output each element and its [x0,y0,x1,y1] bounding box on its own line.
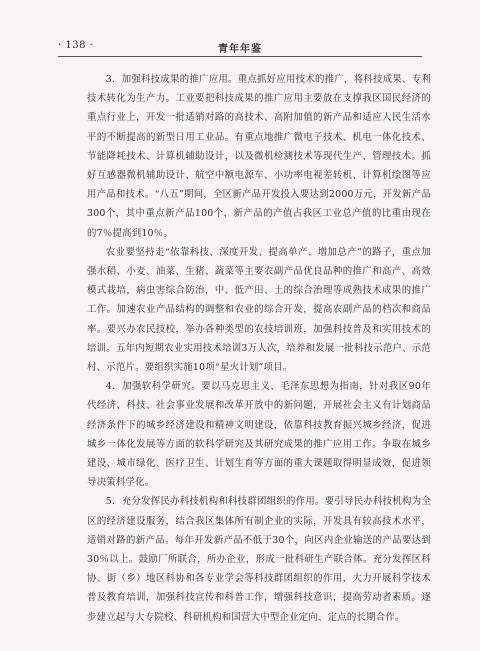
running-title: 青年年鉴 [218,44,262,55]
body-text [87,70,431,627]
paragraph-tech-promotion: 3．加强科技成果的推广应用。重点抓好应用技术的推广，将科技成果、专利技术转化为生产力。工业要把科技成果的推广应用主要放在支撑我区国民经济的重点行业上，开发一批适销对路的高技术、高附加值的新产品和适应人民生活水平的不断提高的新型日用工业品。有重点地推广微电子技术、机电一体化技术、节能降耗技术、计算机辅助设计，以及微机检测技术等现代生产、管理技术。抓好互感器微机辅助设计、航空中额电源车、小功率电视差转机、计算机绘图等应用产品和技术。“八五”期间，全区新产品开发投入要达到2000万元，开发新产品300个，其中重点新产品100个，新产品的产值占我区工业总产值的比重由现在的7％提高到10％。 [87,74,431,239]
paragraph-agriculture: 农业要坚持走“依靠科技、深度开发、提高单产、增加总产”的路子，重点加强水稻、小麦、油菜、生猪、蔬菜等主要农副产品优良品种的推广和高产、高效模式栽培，病虫害综合防治，中、低产田、土的综合治理等成熟技术成果的推广工作。加速农业产品结构的调整和农业的综合开发，提高农副产品的档次和商品率。要兴办农民技校，举办各种类型的农技培训班，加强科技普及和实用技术的培训。五年内短期农业实用技术培训3万人次，培养和发展一批科技示范户、示范村、示范片。要组织实施10项“星火计划”项目。 [87,246,431,374]
paragraph-soft-science: 4．加强软科学研究。要以马克思主义、毛泽东思想为指南，针对我区90年代经济、科技、社会事业发展和改革开放中的新问题，开展社会主义有计划商品经济条件下的城乡经济建设和精神文明建设，依靠科技教育振兴城乡经济，促进城乡一体化发展等方面的软科学研究及其研究成果的推广应用工作。争取在城乡建设、城市绿化、医疗卫生、计划生育等方面的重大课题取得明显成效，促进领导决策科学化。 [87,381,431,489]
paragraph-private-institutes: 5．充分发挥民办科技机构和科技群团组织的作用。要引导民办科技机构为全区的经济建设服务，结合我区集体所有制企业的实际，开发具有较高技术水平，适销对路的新产品。每年开发新产品不低于30个，向区内企业输送的产品要达到30％以上。鼓励厂所联合，所办企业，形成一批科研生产联合体。充分发挥区科协、街（乡）地区科协和各专业学会等科技群团组织的作用，大力开展科学技术普及教育培训，加强科技宣传和科普工作，增强科技意识，提高劳动者素质。逐步建立起与大专院校、科研机构和国营大中型企业定向、定点的长期合作。 [87,496,431,623]
header-rule [58,56,422,57]
page-number: · 138 · [58,40,94,51]
page-header [58,40,422,54]
